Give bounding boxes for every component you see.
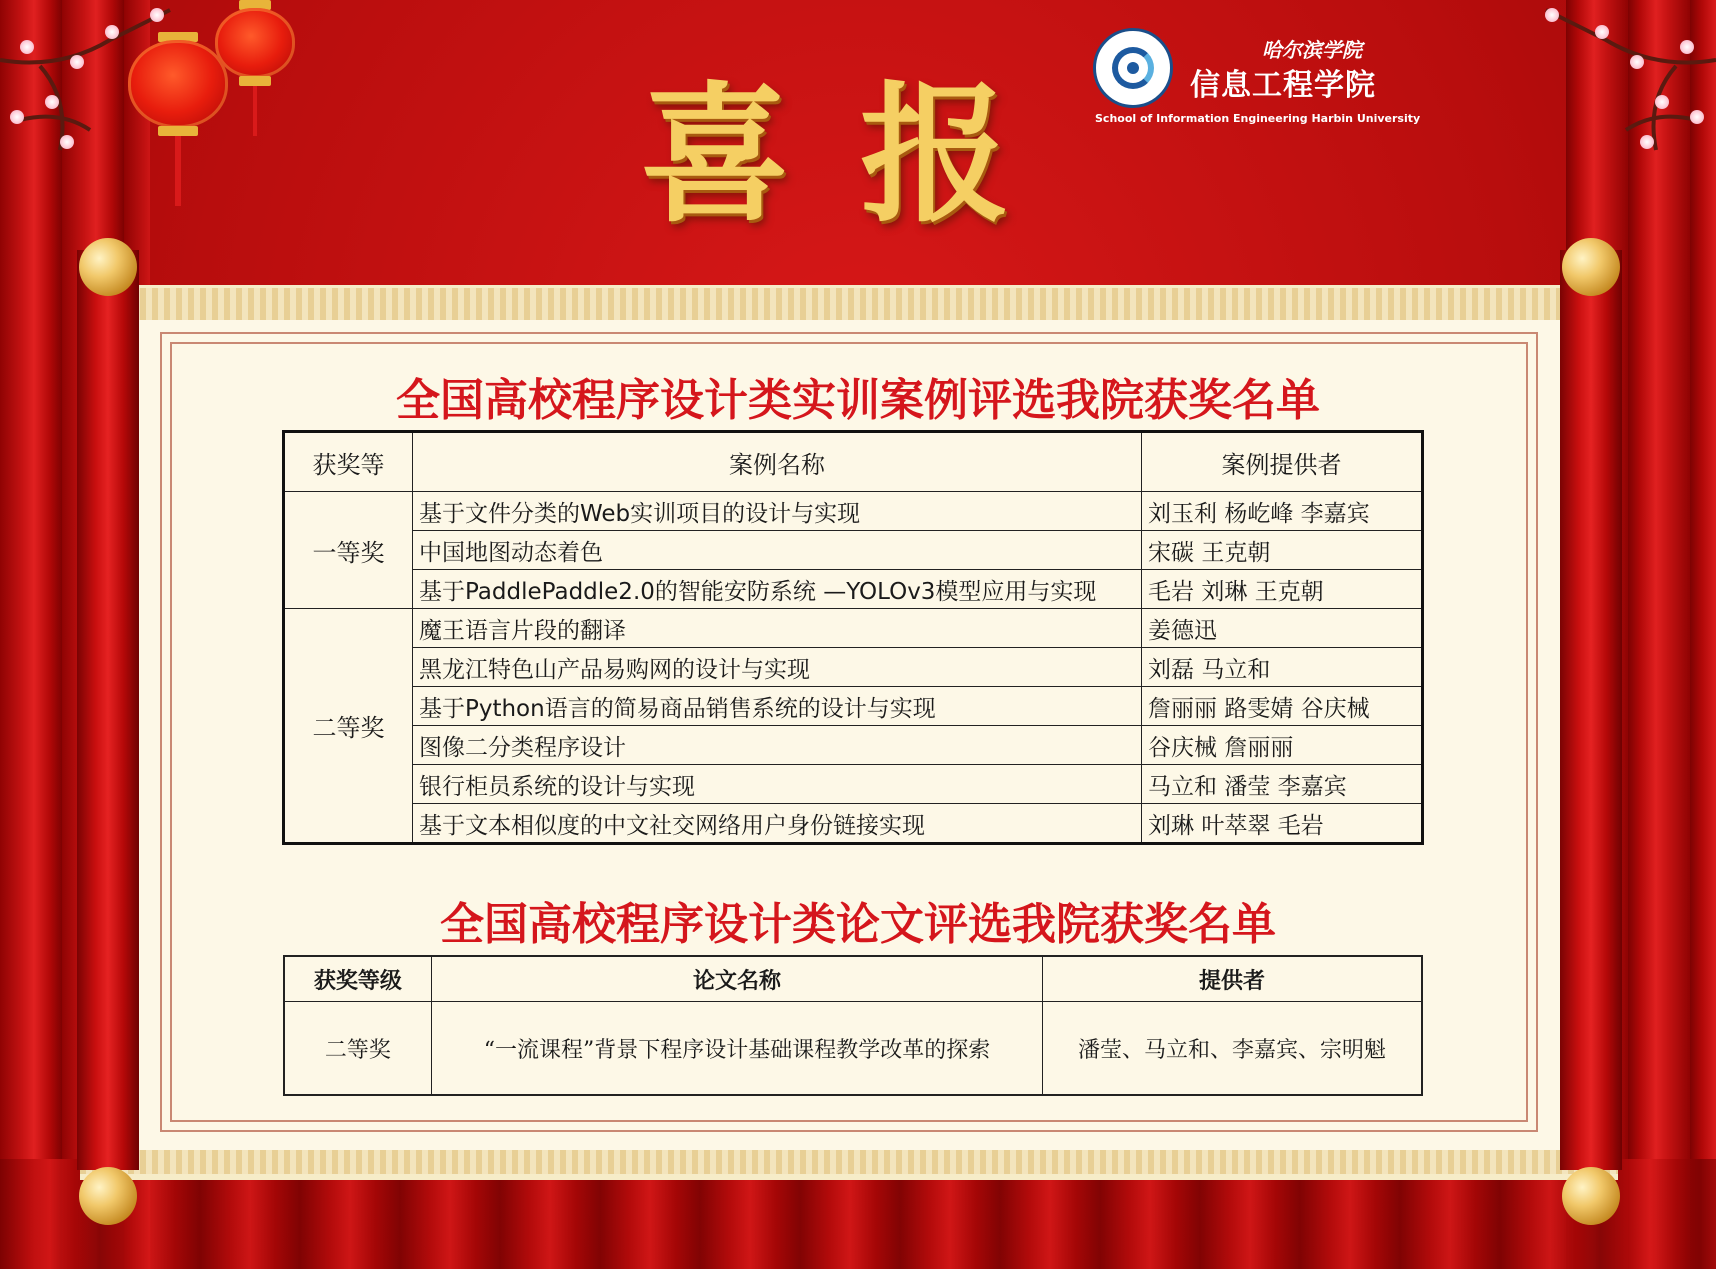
paper-providers: 潘莹、马立和、李嘉宾、宗明魁 <box>1043 1002 1422 1096</box>
section-title-training-cases: 全国高校程序设计类实训案例评选我院获奖名单 <box>396 375 1320 426</box>
table-row <box>284 687 1423 726</box>
case-providers: 毛岩 刘琳 王克朝 <box>1142 570 1423 609</box>
table-row <box>284 648 1423 687</box>
table-row <box>284 804 1423 844</box>
paper-name: “一流课程”背景下程序设计基础课程教学改革的探索 <box>431 1002 1042 1096</box>
case-providers: 刘磊 马立和 <box>1142 648 1423 687</box>
case-name: 中国地图动态着色 <box>412 531 1141 570</box>
table-row <box>284 492 1423 531</box>
case-name: 基于PaddlePaddle2.0的智能安防系统 —YOLOv3模型应用与实现 <box>412 570 1141 609</box>
lantern-large <box>128 40 228 128</box>
case-providers: 詹丽丽 路雯婧 谷庆械 <box>1142 687 1423 726</box>
case-name: 银行柜员系统的设计与实现 <box>412 765 1141 804</box>
column-header-level: 获奖等 <box>284 432 413 492</box>
lantern-small <box>215 8 295 78</box>
case-name: 魔王语言片段的翻译 <box>412 609 1141 648</box>
case-name: 黑龙江特色山产品易购网的设计与实现 <box>412 648 1141 687</box>
case-providers: 宋碳 王克朝 <box>1142 531 1423 570</box>
table-row <box>284 531 1423 570</box>
award-level-second: 二等奖 <box>284 1002 431 1096</box>
award-level-second: 二等奖 <box>284 609 413 844</box>
section-title-papers: 全国高校程序设计类论文评选我院获奖名单 <box>440 899 1276 950</box>
scroll-top-band <box>80 288 1618 320</box>
scroll-knob-icon <box>79 238 137 296</box>
table-row <box>284 726 1423 765</box>
case-providers: 马立和 潘莹 李嘉宾 <box>1142 765 1423 804</box>
column-header-paper-name: 论文名称 <box>431 956 1042 1002</box>
table-row <box>284 1002 1422 1096</box>
column-header-level: 获奖等级 <box>284 956 431 1002</box>
main-title: 喜报 <box>640 67 1081 243</box>
scroll-knob-icon <box>79 1167 137 1225</box>
scroll-knob-icon <box>1562 1167 1620 1225</box>
case-providers: 刘琳 叶萃翠 毛岩 <box>1142 804 1423 844</box>
case-providers: 姜德迅 <box>1142 609 1423 648</box>
column-header-providers: 提供者 <box>1043 956 1422 1002</box>
table-row <box>284 609 1423 648</box>
column-header-case-name: 案例名称 <box>412 432 1141 492</box>
award-level-first: 一等奖 <box>284 492 413 609</box>
scroll-knob-icon <box>1562 238 1620 296</box>
school-logo-icon <box>1093 28 1173 108</box>
table-header-row <box>284 432 1423 492</box>
column-header-providers: 案例提供者 <box>1142 432 1423 492</box>
case-providers: 刘玉利 杨屹峰 李嘉宾 <box>1142 492 1423 531</box>
case-name: 基于Python语言的简易商品销售系统的设计与实现 <box>412 687 1141 726</box>
training-case-awards-table <box>282 430 1424 845</box>
table-header-row <box>284 956 1422 1002</box>
university-name: 哈尔滨学院 <box>1262 38 1362 62</box>
school-name-english: School of Information Engineering Harbin University <box>1095 112 1421 125</box>
case-name: 基于文本相似度的中文社交网络用户身份链接实现 <box>412 804 1141 844</box>
paper-awards-table <box>283 955 1423 1096</box>
case-name: 图像二分类程序设计 <box>412 726 1141 765</box>
case-providers: 谷庆械 詹丽丽 <box>1142 726 1423 765</box>
case-name: 基于文件分类的Web实训项目的设计与实现 <box>412 492 1141 531</box>
table-row <box>284 765 1423 804</box>
table-row <box>284 570 1423 609</box>
school-name: 信息工程学院 <box>1190 68 1376 103</box>
